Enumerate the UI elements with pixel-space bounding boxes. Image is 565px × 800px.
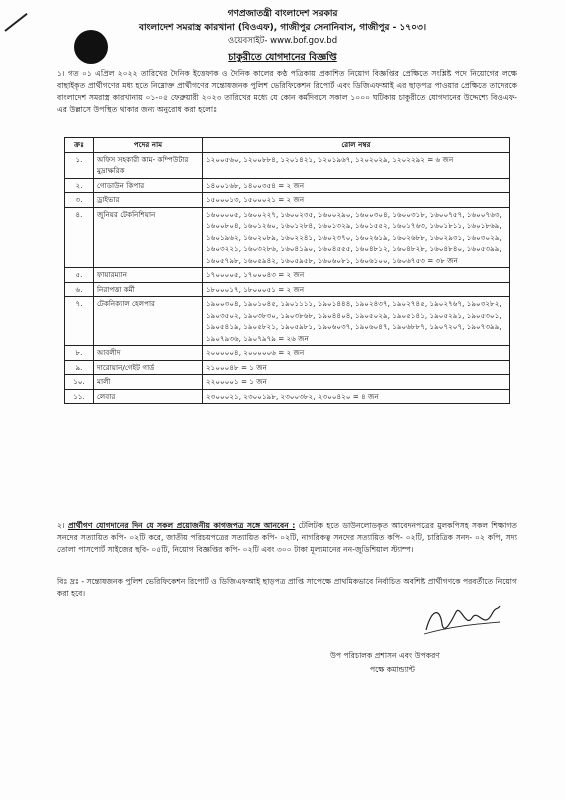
post-cell: জুনিয়র টেকনিশিয়ান bbox=[94, 207, 203, 268]
roll-cell: ২০০০০০৪, ২০০০০০৬ = ২ জন bbox=[203, 346, 510, 361]
serial-cell: ৯. bbox=[65, 360, 94, 375]
table-row bbox=[65, 152, 510, 178]
serial-cell: ৪. bbox=[65, 207, 94, 268]
serial-cell: ৩. bbox=[65, 193, 94, 208]
serial-cell: ১১. bbox=[65, 389, 94, 404]
table-row bbox=[65, 297, 510, 346]
roll-cell: ১৮০০০১৭, ১৮০০০৫১ = ২ জন bbox=[203, 282, 510, 297]
roll-number-table bbox=[64, 137, 510, 404]
roll-cell: ১২০০৫৬০, ১২০০৮৮৪, ১২০১৪২১, ১২০১৯৬৭, ১২০২০২৯, ১২০২২৯২ = ৬ জন bbox=[203, 152, 510, 178]
serial-cell: ৫. bbox=[65, 268, 94, 283]
serial-cell: ১০. bbox=[65, 375, 94, 390]
post-cell: টেকনিক্যাল হেলপার bbox=[94, 297, 203, 346]
header-serial: ক্রঃ bbox=[65, 138, 94, 153]
table-row bbox=[65, 360, 510, 375]
roll-cell: ২৩০০০২১, ২৩০০১৯৮, ২৩০০৩৮২, ২৩০০৪২০ = ৪ জন bbox=[203, 389, 510, 404]
roll-cell: ২১০০০৪৮ = ১ জন bbox=[203, 360, 510, 375]
table-row bbox=[65, 282, 510, 297]
paragraph-2-number: ২। bbox=[57, 521, 65, 530]
header-website: ওয়েবসাইট- www.bof.gov.bd bbox=[227, 36, 338, 46]
post-cell: আবলীদ bbox=[94, 346, 203, 361]
header-roll-number: রোল নম্বর bbox=[203, 138, 510, 153]
post-cell: লেবার bbox=[94, 389, 203, 404]
roll-cell: ১৯০০৩০৪, ১৯০১০৪৫, ১৯০১১১১, ১৯০১৪৪৪, ১৯০২৪৩৭, ১৯০২৭৪৫, ১৯০২৭৬৭, ১৯০৩২৮২, ১৯০৩৫০২, ১৯০৩৮৩০, ১৯০৩৮৬৮, ১৯০৪৪০৪, ১৯০৫০২৯, ১৯০৫১৪১, ১৯০৫২৯১, ১৯০৫৩০১, ১৯০৫৪১৯, ১৯০৫৮২১, ১৯০৫৯৮১, ১৯০৬০৩৭, ১৯০৬০৪৭, ১৯০৬৮৮৭, ১৯০৭২০৭, ১৯০৭৩৯৯, ১৯০৭৯৩৬, ১৯০৭৯৭৯ = ২৬ জন bbox=[203, 297, 510, 346]
post-cell: অফিস সহকারী কাম- কম্পিউটার মুদ্রাক্ষরিক bbox=[94, 152, 203, 178]
roll-cell: ১৪০০১৬৮, ১৪০০৩৫৪ = ২ জন bbox=[203, 178, 510, 193]
paragraph-2-heading: প্রার্থীগণ যোগদানের দিন যে সকল প্রয়োজনীয় কাগজপত্র সঙ্গে আনবেন : bbox=[67, 521, 296, 530]
post-cell: ফায়ারম্যান bbox=[94, 268, 203, 283]
roll-cell: ১৫০০০১৩, ১৫০০০২১ = ২ জন bbox=[203, 193, 510, 208]
table-row bbox=[65, 389, 510, 404]
table-row bbox=[65, 375, 510, 390]
signatory-on-behalf: পক্ষে কমান্ড্যান্ট bbox=[370, 665, 415, 674]
paragraph-2 bbox=[57, 520, 517, 556]
notice-title-text: চাকুরীতে যোগদানের বিজ্ঞপ্তি bbox=[228, 52, 337, 63]
table-header-row bbox=[65, 138, 510, 153]
serial-cell: ৮. bbox=[65, 346, 94, 361]
table-row bbox=[65, 178, 510, 193]
post-cell: ড্রাইভার bbox=[94, 193, 203, 208]
post-cell: মালী bbox=[94, 375, 203, 390]
notice-title bbox=[0, 51, 565, 66]
post-cell: নিরাপত্তা কর্মী bbox=[94, 282, 203, 297]
header-line-1: গণপ্রজাতন্ত্রী বাংলাদেশ সরকার bbox=[227, 9, 338, 19]
paragraph-2-body: টেলিটক হতে ডাউনলোডকৃত আবেদনপত্রের মুলকপিসহ সকল শিক্ষাগত সনদের সত্যায়িত কপি- ০২টি করে, জাতীয় পরিচয়পত্রের সত্যায়িত কপি- ০২টি, নাগরিকত্ব সনদের সত্যায়িত কপি- ০২টি, চারিত্রিক সনদ- ০২ কপি, সদ্য তোলা পাসপোর্ট সাইজের ছবি- ০৫টি, নিয়োগ বিজ্ঞপ্তির কপি- ০২টি এবং ৩০০ টাকা মূল্যমানের নন-জুডিশিয়াল স্ট্যাম্প। bbox=[57, 521, 517, 554]
roll-cell: ১৭০০০০৫, ১৭০০০৪৩ = ২ জন bbox=[203, 268, 510, 283]
paragraph-1: ১। গত ০১ এপ্রিল ২০২২ তারিখের দৈনিক ইত্তেফাক ও দৈনিক কালের কণ্ঠ পত্রিকায় প্রকাশিত নিয়োগ বিজ্ঞপ্তির প্রেক্ষিতে সংশ্লিষ্ট পদে নিয়োগের লক্ষে বাছাইকৃত প্রার্থীগণের মধ্য হতে নিম্নোক্ত প্রার্থীগণের সন্তোষজনক পুলিশ ভেরিফিকেশন রিপোর্ট এবং ডিজিএফআই এর ছাড়পত্র পাওয়ার প্রেক্ষিতে তাদেরকে বাংলাদেশ সমরাস্ত্র কারখানায় ০১-০৫ ফেব্রুয়ারী ২০২৩ তারিখের মধ্যে যে কোন কর্মদিবসে সকাল ১০০০ ঘটিকায় চাকুরীতে যোগদানের উদ্দেশ্যে বিওএফ-এর উল্লাসে উপস্থিত থাকার জন্য অনুরোধ করা হলোঃ bbox=[57, 69, 517, 114]
post-cell: গোডাউন কিপার bbox=[94, 178, 203, 193]
roll-cell: ২২০০০০১ = ১ জন bbox=[203, 375, 510, 390]
roll-cell: ১৬০০০০৫, ১৬০০২২৭, ১৬০০২৩৫, ১৬০০২৯০, ১৬০০৩০৪, ১৬০০৩১৮, ১৬০০৭৫৭, ১৬০০৭৬৩, ১৬০০৮০৪, ১৬০১২৬০, ১৬০১২৮৪, ১৬০১৩২৯, ১৬০১৫৫২, ১৬০১৭৬৩, ১৬০১৮১১, ১৬০১৮৬৯, ১৬০১৯৬২, ১৬০২০৮৯, ১৬০২২৪১, ১৬০২৩৭০, ১৬০২৬১৯, ১৬০২৬৮৮, ১৬০২৯৩১, ১৬০৩০২৯, ১৬০৩২২১, ১৬০৩২৮৬, ১৬০৪১৯০, ১৬০৪৫৫৫, ১৬০৪৮১২, ১৬০৪৮২৮, ১৬০৪৮৪০, ১৬০৫৩৯৯, ১৬০৫৭৯৮, ১৬০৫৯৪২, ১৬০৫৯৫৮, ১৬০৬০৮১, ১৬০৬১০০, ১৬০৬৭৫৩ = ৩৮ জন bbox=[203, 207, 510, 268]
serial-cell: ১. bbox=[65, 152, 94, 178]
table-row bbox=[65, 268, 510, 283]
table-row bbox=[65, 193, 510, 208]
signature-scribble bbox=[422, 600, 502, 640]
serial-cell: ২. bbox=[65, 178, 94, 193]
header-line-2: বাংলাদেশ সমরাস্ত্র কারখানা (বিওএফ), গাজীপুর সেনানিবাস, গাজীপুর - ১৭০৩। bbox=[138, 23, 427, 33]
header-post-name: পদের নাম bbox=[94, 138, 203, 153]
signatory-title: উপ পরিচালক প্রশাসন এবং উপকরণ bbox=[330, 651, 440, 660]
table-row bbox=[65, 346, 510, 361]
table-row bbox=[65, 207, 510, 268]
serial-cell: ৭. bbox=[65, 297, 94, 346]
paragraph-note: বিঃ দ্রঃ - সন্তোষজনক পুলিশ ভেরিফিকেশন রিপোর্ট ও ডিজিএফআই ছাড়পত্র প্রাপ্তি সাপেক্ষে প্রাথমিকভাবে নির্বাচিত অবশিষ্ট প্রার্থীগণকে পরবর্তীতে নিয়োগ করা হবে। bbox=[57, 577, 517, 598]
post-cell: দারোয়ান/গেইট গার্ড bbox=[94, 360, 203, 375]
serial-cell: ৬. bbox=[65, 282, 94, 297]
